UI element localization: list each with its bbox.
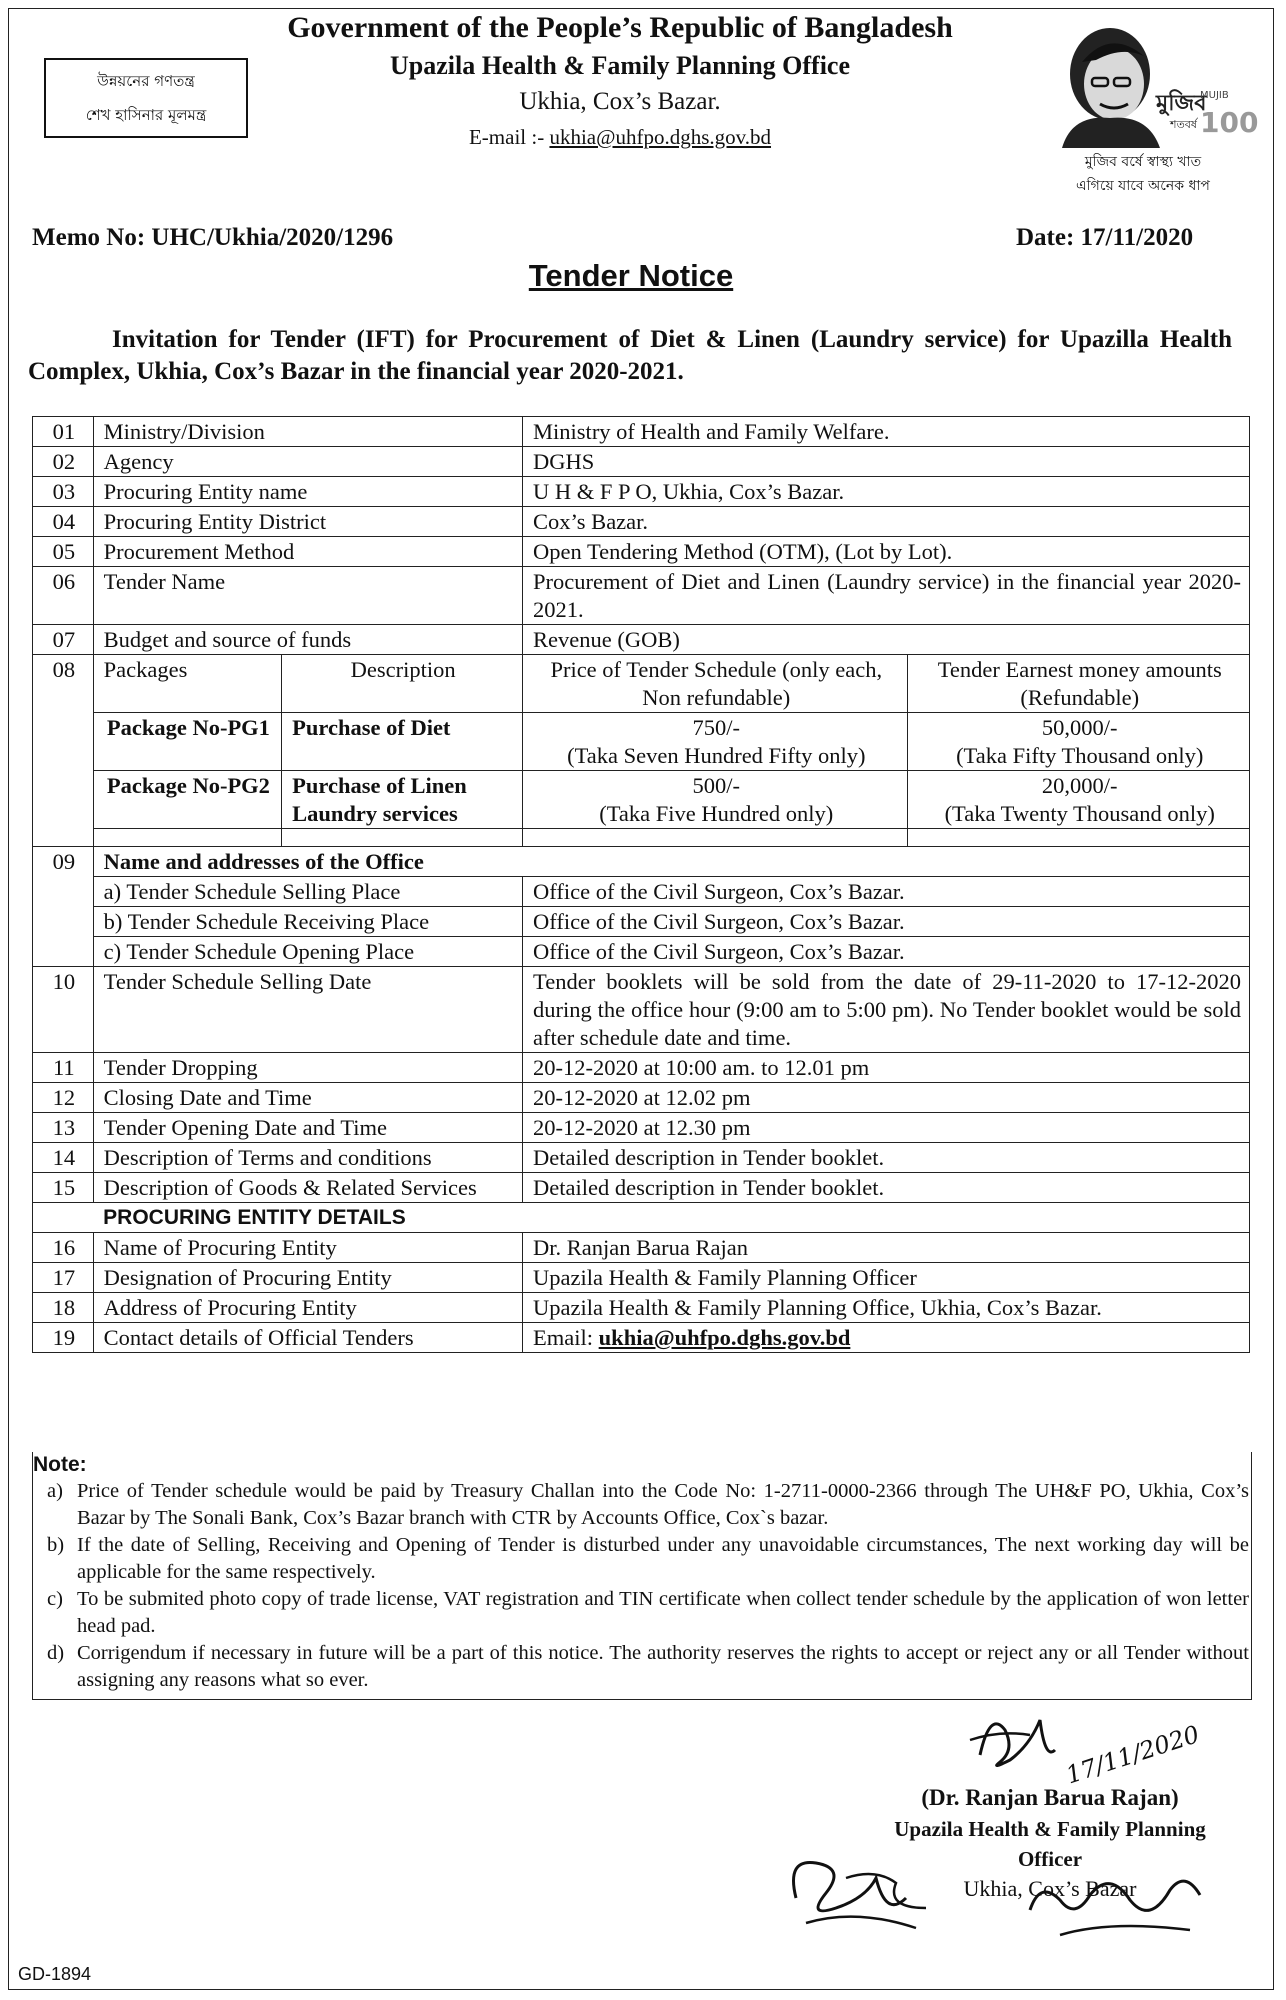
contact-email-link[interactable]: ukhia@uhfpo.dghs.gov.bd <box>598 1325 851 1350</box>
row-label: Budget and source of funds <box>93 625 522 655</box>
note-letter: a) <box>47 1480 63 1502</box>
note-text: To be submited photo copy of trade license, VAT registration and TIN certificate when collect tender schedule by the application of won letter head pad. <box>77 1588 1249 1637</box>
email-link[interactable]: ukhia@uhfpo.dghs.gov.bd <box>549 125 772 149</box>
row-number: 10 <box>33 967 94 1053</box>
earnest-words: (Taka Twenty Thousand only) <box>944 801 1215 826</box>
slogan-line-1: উন্নয়নের গণতন্ত্র <box>97 72 195 90</box>
row-value: Revenue (GOB) <box>523 625 1250 655</box>
notes-heading: Note: <box>33 1453 87 1476</box>
handwritten-signature-top <box>960 1700 1203 1790</box>
mujib-bangla-text: মুজিব <box>1156 91 1207 116</box>
row-value: 20-12-2020 at 12.02 pm <box>523 1083 1250 1113</box>
note-letter: d) <box>47 1642 65 1664</box>
row-number: 15 <box>33 1173 94 1203</box>
row-number: 08 <box>33 655 94 847</box>
slogan-line-2: শেখ হাসিনার মূলমন্ত্র <box>85 106 207 124</box>
package-number: Package No-PG2 <box>93 771 281 829</box>
row-label: Procuring Entity District <box>93 507 522 537</box>
table-row <box>33 1083 1250 1113</box>
price-words: (Taka Five Hundred only) <box>599 801 834 826</box>
signatory-name: (Dr. Ranjan Barua Rajan) <box>921 1785 1179 1810</box>
table-row <box>33 477 1250 507</box>
row-label: Agency <box>93 447 522 477</box>
note-item <box>33 1586 1251 1640</box>
table-row <box>33 907 1250 937</box>
notes-section <box>32 1452 1252 1700</box>
row-value: Dr. Ranjan Barua Rajan <box>523 1233 1250 1263</box>
table-row <box>33 1113 1250 1143</box>
table-row <box>33 1053 1250 1083</box>
row-number: 01 <box>33 417 94 447</box>
row-number: 05 <box>33 537 94 567</box>
row-value: Office of the Civil Surgeon, Cox’s Bazar. <box>523 937 1250 967</box>
row-label: Procuring Entity name <box>93 477 522 507</box>
row-number: 18 <box>33 1293 94 1323</box>
package-empty-row <box>33 829 1250 847</box>
signature-block <box>860 1782 1240 1904</box>
package-earnest <box>908 771 1250 829</box>
price-amount: 750/- <box>692 715 741 740</box>
row-label: Procurement Method <box>93 537 522 567</box>
mujib-year-slogan <box>1030 150 1256 198</box>
row-label: Ministry/Division <box>93 417 522 447</box>
shatabarsho-text: শতবর্ষ <box>1170 118 1197 131</box>
table-row <box>33 1143 1250 1173</box>
description-header: Description <box>282 655 523 713</box>
package-description: Purchase of Linen Laundry services <box>282 771 523 829</box>
price-amount: 500/- <box>692 773 741 798</box>
note-item <box>33 1532 1251 1586</box>
offices-heading: Name and addresses of the Office <box>93 847 1249 877</box>
entity-heading: PROCURING ENTITY DETAILS <box>93 1203 1249 1233</box>
mujib-portrait-emblem <box>1052 22 1259 148</box>
row-label: Tender Dropping <box>93 1053 522 1083</box>
table-row <box>33 567 1250 625</box>
invitation-paragraph: Invitation for Tender (IFT) for Procurement of Diet & Linen (Laundry service) for Upazilla Health Complex, Ukhia, Cox’s Bazar in the financial year 2020-2021. <box>28 326 1232 385</box>
row-value: DGHS <box>523 447 1250 477</box>
row-label: Designation of Procuring Entity <box>93 1263 522 1293</box>
note-item <box>33 1478 1251 1532</box>
package-number: Package No-PG1 <box>93 713 281 771</box>
row-number: 07 <box>33 625 94 655</box>
table-row <box>33 877 1250 907</box>
table-row <box>33 625 1250 655</box>
hundred-text: 100 <box>1200 106 1259 139</box>
package-row-pg1 <box>33 713 1250 771</box>
row-number: 14 <box>33 1143 94 1173</box>
earnest-words: (Taka Fifty Thousand only) <box>956 743 1204 768</box>
row-value <box>523 1323 1250 1353</box>
note-item <box>33 1640 1251 1694</box>
tender-details-table <box>32 416 1250 1353</box>
row-number: 17 <box>33 1263 94 1293</box>
row-value: Cox’s Bazar. <box>523 507 1250 537</box>
package-earnest <box>908 713 1250 771</box>
email-label: E-mail :- <box>468 125 545 149</box>
notice-date: Date: 17/11/2020 <box>1016 224 1194 251</box>
entity-heading-row <box>33 1203 1250 1233</box>
mujib-slogan-line-1: মুজিব বর্ষে স্বাস্থ্য খাত <box>1084 154 1202 170</box>
note-letter: b) <box>47 1534 65 1556</box>
signatory-place: Ukhia, Cox’s Bazar <box>963 1876 1137 1901</box>
row-label: Tender Schedule Selling Date <box>93 967 522 1053</box>
package-row-pg2 <box>33 771 1250 829</box>
row-number: 09 <box>33 847 94 967</box>
government-name: Government of the People’s Republic of Bangladesh <box>287 11 953 44</box>
row-number: 11 <box>33 1053 94 1083</box>
notice-title: Tender Notice <box>528 258 734 293</box>
earnest-header: Tender Earnest money amounts (Refundable) <box>908 655 1250 713</box>
row-label: Closing Date and Time <box>93 1083 522 1113</box>
note-text: Price of Tender schedule would be paid by Treasury Challan into the Code No: 1-2711-0000-2366 through The UH&F PO, Ukhia, Cox’s Bazar by The Sonali Bank, Cox’s Bazar branch with CTR by Accounts Office, Cox`s bazar. <box>77 1480 1249 1529</box>
package-price <box>523 713 908 771</box>
row-value: Office of the Civil Surgeon, Cox’s Bazar. <box>523 877 1250 907</box>
office-email-line <box>240 120 1000 154</box>
row-label: Description of Goods & Related Services <box>93 1173 522 1203</box>
earnest-amount: 50,000/- <box>1041 715 1118 740</box>
row-label: Description of Terms and conditions <box>93 1143 522 1173</box>
row-label: Tender Opening Date and Time <box>93 1113 522 1143</box>
row-value: Detailed description in Tender booklet. <box>523 1173 1250 1203</box>
row-number: 02 <box>33 447 94 477</box>
packages-header-row <box>33 655 1250 713</box>
footer-code: GD-1894 <box>18 1964 92 1984</box>
table-row <box>33 1233 1250 1263</box>
row-number: 06 <box>33 567 94 625</box>
row-value: U H & F P O, Ukhia, Cox’s Bazar. <box>523 477 1250 507</box>
row-label: Name of Procuring Entity <box>93 1233 522 1263</box>
row-value: Upazila Health & Family Planning Officer <box>523 1263 1250 1293</box>
note-text: If the date of Selling, Receiving and Opening of Tender is disturbed under any unavoidable circumstances, The next working day will be applicable for the same respectively. <box>77 1534 1249 1583</box>
contact-email-label: Email: <box>533 1325 594 1350</box>
row-label: b) Tender Schedule Receiving Place <box>93 907 522 937</box>
mujib-slogan-line-2: এগিয়ে যাবে অনেক ধাপ <box>1076 178 1210 194</box>
row-number: 03 <box>33 477 94 507</box>
price-words: (Taka Seven Hundred Fifty only) <box>567 743 866 768</box>
table-row <box>33 1263 1250 1293</box>
earnest-amount: 20,000/- <box>1041 773 1118 798</box>
letterhead <box>240 8 1000 154</box>
table-row <box>33 447 1250 477</box>
package-price <box>523 771 908 829</box>
note-letter: c) <box>47 1588 63 1610</box>
row-number: 13 <box>33 1113 94 1143</box>
price-header: Price of Tender Schedule (only each, Non refundable) <box>523 655 908 713</box>
row-number: 19 <box>33 1323 94 1353</box>
note-text: Corrigendum if necessary in future will be a part of this notice. The authority reserves the rights to accept or reject any or all Tender without assigning any reasons what so ever. <box>77 1642 1249 1691</box>
table-row <box>33 937 1250 967</box>
row-value: Office of the Civil Surgeon, Cox’s Bazar. <box>523 907 1250 937</box>
row-label: Address of Procuring Entity <box>93 1293 522 1323</box>
signatory-designation: Upazila Health & Family Planning Officer <box>894 1817 1206 1871</box>
row-label: Tender Name <box>93 567 522 625</box>
row-value: Ministry of Health and Family Welfare. <box>523 417 1250 447</box>
row-label: Contact details of Official Tenders <box>93 1323 522 1353</box>
row-number: 16 <box>33 1233 94 1263</box>
table-row <box>33 1323 1250 1353</box>
row-number: 12 <box>33 1083 94 1113</box>
table-row <box>33 537 1250 567</box>
packages-header: Packages <box>93 655 281 713</box>
row-value: Upazila Health & Family Planning Office, Ukhia, Cox’s Bazar. <box>523 1293 1250 1323</box>
offices-heading-row <box>33 847 1250 877</box>
memo-number: Memo No: UHC/Ukhia/2020/1296 <box>32 224 394 251</box>
handwritten-date: 17/11/2020 <box>1062 1720 1203 1790</box>
row-number: 04 <box>33 507 94 537</box>
row-value: Open Tendering Method (OTM), (Lot by Lot). <box>523 537 1250 567</box>
table-row <box>33 417 1250 447</box>
table-row <box>33 1173 1250 1203</box>
office-name: Upazila Health & Family Planning Office <box>389 51 851 80</box>
row-label: a) Tender Schedule Selling Place <box>93 877 522 907</box>
row-value: Detailed description in Tender booklet. <box>523 1143 1250 1173</box>
table-row <box>33 507 1250 537</box>
package-description: Purchase of Diet <box>282 713 523 771</box>
row-value: Tender booklets will be sold from the date of 29-11-2020 to 17-12-2020 during the office hour (9:00 am to 5:00 pm). No Tender booklet would be sold after schedule date and time. <box>523 967 1250 1053</box>
row-value: 20-12-2020 at 10:00 am. to 12.01 pm <box>523 1053 1250 1083</box>
office-location: Ukhia, Cox’s Bazar. <box>519 88 721 115</box>
row-value: Procurement of Diet and Linen (Laundry service) in the financial year 2020-2021. <box>523 567 1250 625</box>
table-row <box>33 967 1250 1053</box>
row-value: 20-12-2020 at 12.30 pm <box>523 1113 1250 1143</box>
mujib-english-text: MUJIB <box>1200 90 1229 101</box>
slogan-box <box>44 58 248 138</box>
row-label: c) Tender Schedule Opening Place <box>93 937 522 967</box>
table-row <box>33 1293 1250 1323</box>
